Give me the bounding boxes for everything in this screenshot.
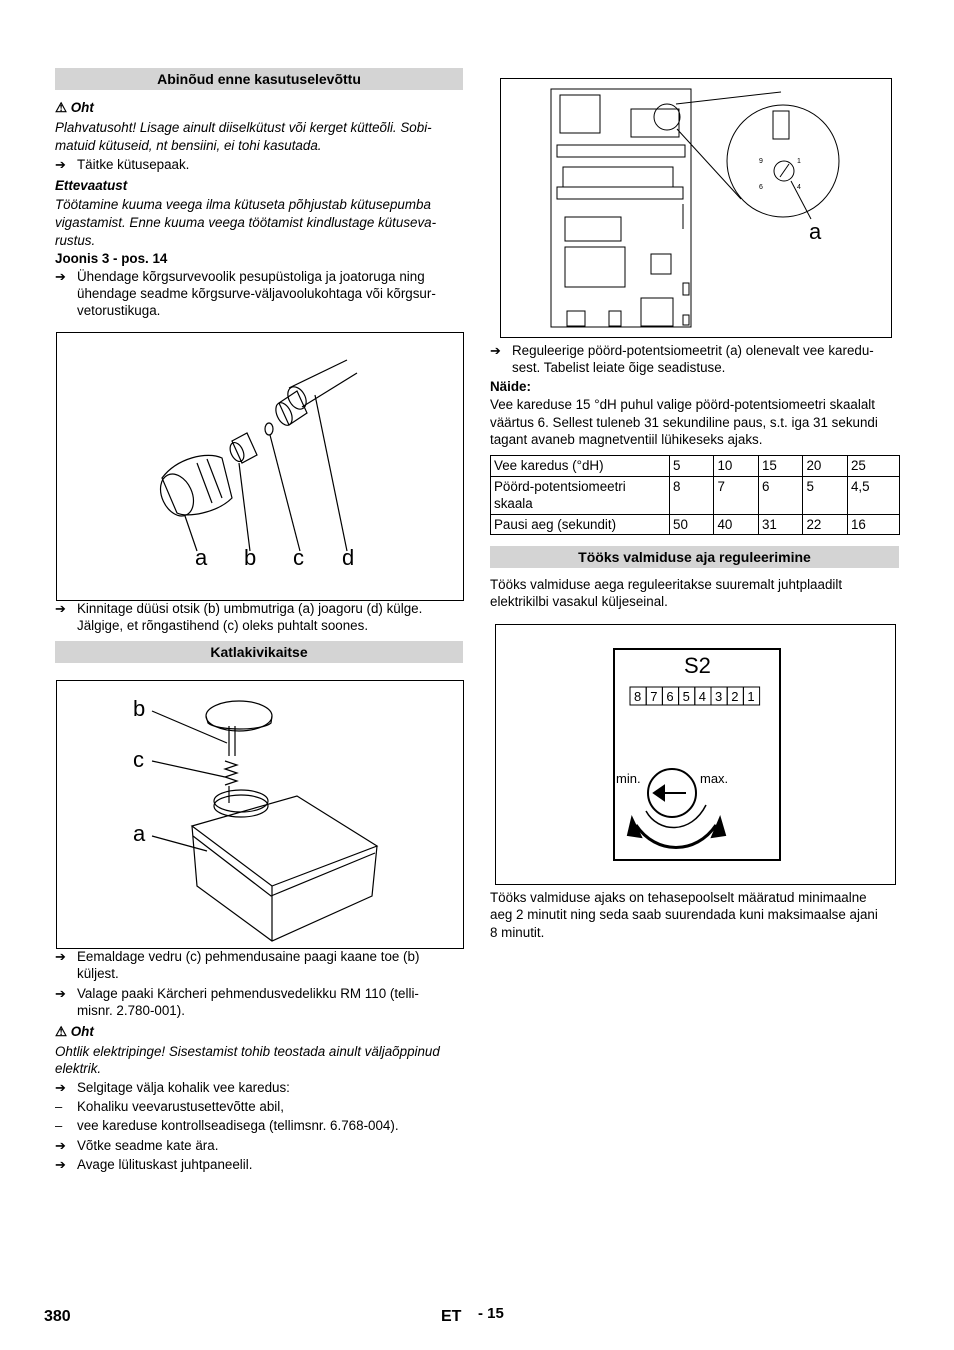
hardness-table xyxy=(490,455,900,535)
fig1-label-c: c xyxy=(293,545,304,570)
table-cell: 10 xyxy=(714,456,758,477)
intro-line-2: elektrikilbi vasakul küljeseinal. xyxy=(490,594,668,609)
digit-label: 6 xyxy=(666,689,674,704)
figure-softener-tank xyxy=(56,680,464,949)
arrow-icon: ➔ xyxy=(490,343,501,358)
arrow-icon: ➔ xyxy=(55,601,66,616)
page-number: 380 xyxy=(44,1308,71,1325)
step-spring-line-2: küljest. xyxy=(77,966,119,981)
digit-strip xyxy=(630,687,760,705)
fig2-label-b: b xyxy=(133,696,146,721)
table-cell: 16 xyxy=(847,514,899,535)
table-cell: 22 xyxy=(803,514,847,535)
nozzle-drawing xyxy=(57,333,463,600)
fig3-label-a: a xyxy=(809,219,822,244)
figure-control-board xyxy=(500,78,892,338)
step-spring-line-1: Eemaldage vedru (c) pehmendusaine paagi kaane toe (b) xyxy=(77,949,420,964)
table-cell: 50 xyxy=(670,514,714,535)
step-pour-line-2: misnr. 2.780-001). xyxy=(77,1003,185,1018)
caution-line-1: Töötamine kuuma veega ilma kütuseta põhjustab kütusepumba xyxy=(55,197,431,212)
dash-item-2: vee kareduse kontrollseadisega (tellimsnr. 6.768-004). xyxy=(77,1118,399,1133)
arrow-icon: ➔ xyxy=(55,1080,66,1095)
fig2-label-c: c xyxy=(133,747,144,772)
warning-line-2: matuid kütuseid, nt bensiini, ei tohi kasutada. xyxy=(55,138,322,153)
arrow-icon: ➔ xyxy=(55,269,66,284)
table-cell: Pausi aeg (sekundit) xyxy=(491,514,670,535)
digit-label: 4 xyxy=(698,689,707,704)
table-cell: 31 xyxy=(758,514,802,535)
digit-label: 2 xyxy=(731,689,739,704)
figure-nozzle-assembly xyxy=(56,332,464,601)
table-cell: 6 xyxy=(758,476,802,514)
digit-label: 1 xyxy=(747,689,755,704)
table-cell: 5 xyxy=(670,456,714,477)
digit-label: 5 xyxy=(682,689,690,704)
step-pour-line-1: Valage paaki Kärcheri pehmendusvedelikku RM 110 (telli- xyxy=(77,986,419,1001)
table-cell: 7 xyxy=(714,476,758,514)
step-adjust-line-1: Reguleerige pöörd-potentsiomeetrit (a) olenevalt vee karedu- xyxy=(512,343,874,358)
step-connect-line-3: vetorustikuga. xyxy=(77,303,161,318)
table-row xyxy=(491,456,900,477)
warning-heading: ⚠ Oht xyxy=(55,100,94,115)
digit-label: 3 xyxy=(715,689,723,704)
arrow-icon: ➔ xyxy=(55,157,66,172)
dial-label-4: 4 xyxy=(797,184,801,191)
fig2-label-a: a xyxy=(133,821,146,846)
table-cell: 5 xyxy=(803,476,847,514)
warning-icon: ⚠ xyxy=(55,100,68,115)
arrow-icon: ➔ xyxy=(55,949,66,964)
step-nozzle-line-1: Kinnitage düüsi otsik (b) umbmutriga (a) joagoru (d) külge. xyxy=(77,601,423,616)
arrow-icon: ➔ xyxy=(55,986,66,1001)
fig1-label-b: b xyxy=(244,545,257,570)
section-title-descaling: Katlakivikaitse xyxy=(55,641,463,663)
caution-heading: Ettevaatust xyxy=(55,178,128,193)
intro-line-1: Tööks valmiduse aega reguleeritakse suuremalt juhtplaadilt xyxy=(490,577,843,592)
example-line-1: Vee kareduse 15 °dH puhul valige pöörd-potentsiomeetri skaalalt xyxy=(490,397,875,412)
step-fill-fuel: Täitke kütusepaak. xyxy=(77,157,190,172)
language-code: ET xyxy=(441,1308,462,1325)
table-row xyxy=(491,514,900,535)
example-line-3: tagant avaneb magnetventiil lühikeseks ajaks. xyxy=(490,432,763,447)
label-max: max. xyxy=(700,771,729,786)
outro-line-3: 8 minutit. xyxy=(490,925,545,940)
label-min: min. xyxy=(616,771,641,786)
dash-bullet: – xyxy=(55,1099,63,1114)
arrow-icon: ➔ xyxy=(55,1138,66,1153)
step-connect-line-1: Ühendage kõrgsurvevoolik pesupüstoliga ja joatoruga ning xyxy=(77,269,425,284)
warning2-line-1: Ohtlik elektripinge! Sisestamist tohib teostada ainult väljaõppinud xyxy=(55,1044,440,1059)
table-cell: 25 xyxy=(847,456,899,477)
table-cell: 40 xyxy=(714,514,758,535)
warning-line-1: Plahvatusoht! Lisage ainult diiselkütust või kerget kütteõli. Sobi- xyxy=(55,120,432,135)
step-nozzle-line-2: Jälgige, et rõngastihend (c) oleks puhtalt soones. xyxy=(77,618,369,633)
dash-bullet: – xyxy=(55,1118,63,1133)
digit-label: 7 xyxy=(650,689,658,704)
table-cell: Pöörd-potentsiomeetri skaala xyxy=(491,476,670,514)
step-connect-line-2: ühendage seadme kõrgsurve-väljavoolukohtaga või kõrgsur- xyxy=(77,286,436,301)
digit-label: 8 xyxy=(634,689,642,704)
table-row xyxy=(491,476,900,514)
table-cell: Vee karedus (°dH) xyxy=(491,456,670,477)
dial-label-6: 6 xyxy=(759,184,763,191)
section-title-readiness-time: Tööks valmiduse aja reguleerimine xyxy=(490,546,899,568)
s2-title: S2 xyxy=(684,653,711,678)
table-cell: 20 xyxy=(803,456,847,477)
dial-label-1: 1 xyxy=(797,158,801,165)
table-cell: 15 xyxy=(758,456,802,477)
step-remove-cover: Võtke seadme kate ära. xyxy=(77,1138,219,1153)
warning2-line-2: elektrik. xyxy=(55,1061,102,1076)
control-board-drawing xyxy=(501,79,891,337)
sub-page-number: - 15 xyxy=(478,1305,504,1322)
figure-s2-switch xyxy=(495,624,896,885)
caution-line-2: vigastamist. Enne kuuma veega töötamist kindlustage kütuseva- xyxy=(55,215,437,230)
warning-heading-2: ⚠ Oht xyxy=(55,1024,94,1039)
step-adjust-line-2: sest. Tabelist leiate õige seadistuse. xyxy=(512,360,726,375)
dash-item-1: Kohaliku veevarustusettevõtte abil, xyxy=(77,1099,284,1114)
outro-line-2: aeg 2 minutit ning seda saab suurendada kuni maksimaalse ajani xyxy=(490,907,878,922)
tank-drawing xyxy=(57,681,463,948)
warning-icon: ⚠ xyxy=(55,1024,68,1039)
example-heading: Näide: xyxy=(490,379,531,394)
arrow-icon: ➔ xyxy=(55,1157,66,1172)
fig1-label-a: a xyxy=(195,545,208,570)
step-open-box: Avage lülituskast juhtpaneelil. xyxy=(77,1157,253,1172)
table-cell: 8 xyxy=(670,476,714,514)
caution-line-3: rustus. xyxy=(55,233,96,248)
step-find-hardness: Selgitage välja kohalik vee karedus: xyxy=(77,1080,290,1095)
example-line-2: väärtus 6. Sellest tuleneb 31 sekundiline paus, s.t. iga 31 sekundi xyxy=(490,415,878,430)
outro-line-1: Tööks valmiduse ajaks on tehasepoolselt määratud minimaalne xyxy=(490,890,867,905)
table-cell: 4,5 xyxy=(847,476,899,514)
figure-reference: Joonis 3 - pos. 14 xyxy=(55,251,168,266)
s2-switch-drawing xyxy=(496,625,895,884)
dial-label-9: 9 xyxy=(759,158,763,165)
section-title-precautions: Abinõud enne kasutuselevõttu xyxy=(55,68,463,90)
fig1-label-d: d xyxy=(342,545,355,570)
